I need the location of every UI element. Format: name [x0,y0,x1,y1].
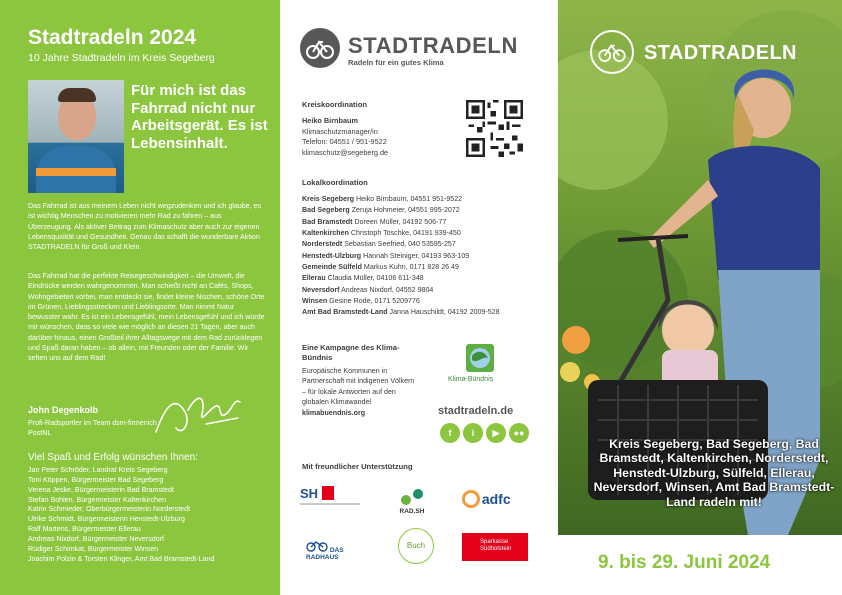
klima-buendnis-label: Klima-Bündnis [448,376,494,383]
contact-place: Bad Bramstedt [302,217,353,226]
facebook-icon[interactable]: f [440,423,460,443]
contact-role: Klimaschutzmanager/in [302,126,378,136]
list-item: Joachim Polzin & Torsten Klinger, Amt Bad Bramstedt-Land [28,554,215,563]
list-item [302,262,500,273]
kreis-contact [302,116,388,158]
list-item [302,307,500,318]
sponsor-sparkasse-logo [462,533,528,561]
signer-role: Profi-Radsportler im Team dsm-firmenich PostNL [28,419,157,437]
klima-buendnis-logo-icon [460,344,500,372]
sponsor-radsh-logo [392,488,432,520]
contact-place: Amt Bad Bramstedt-Land [302,308,388,317]
contact-info: Janna Hauschildt, 04192 2009-528 [389,308,500,317]
left-panel [0,0,280,595]
contact-info: Christoph Toschke, 04191 939-450 [350,229,461,238]
list-item [302,273,500,284]
contact-place: Henstedt-Ulzburg [302,251,362,260]
sponsor-sh-logo [300,486,378,514]
list-item: Toni Köppen, Bürgermeister Bad Segeberg [28,475,164,484]
kampagne-text [302,366,417,418]
kampagne-heading: Eine Kampagne des Klima-Bündnis [302,343,400,362]
paragraph-intro: Das Fahrrad ist aus meinem Leben nicht wegzudenken und ich glaube, es ist wichtig Menschen zu motivieren mehr Rad zu fahren – aus Überzeugung. Als aktiver Beitrag zum Klimaschutz aber auch zur eigenen Lebensqualität und Gesundheit. Genau das schafft die wunderbare Aktion STADTRADELN für Groß und Klein. [28,202,262,252]
contact-info: Zeruja Hohmeier, 04551 995-2072 [351,206,460,215]
signature-graphic [146,384,246,444]
portrait-stripe [36,168,116,176]
campaign-dates: 9. bis 29. Juni 2024 [598,552,771,573]
radsh-label: RAD.SH [399,508,425,515]
adfc-label: adfc [481,491,511,507]
list-item: Rüdiger Schimkat, Bürgermeister Winsen [28,544,159,553]
support-heading: Mit freundlicher Unterstützung [302,462,413,471]
brand-name: STADTRADELN [348,33,518,58]
contact-place: Kaltenkirchen [302,229,349,238]
list-item [302,205,500,216]
portrait-photo [28,80,124,193]
sponsor-sh-text: SH [300,486,319,501]
portrait-hair [58,88,96,102]
klimabuendnis-link[interactable]: klimabuendnis.org [302,408,366,417]
contact-info: Andreas Nixdorf, 04552 9804 [341,285,434,294]
sponsor-radhaus-logo [306,540,376,561]
bicycle-logo-icon [590,30,634,74]
radsh-icon [400,488,424,506]
contact-info: Sebastian Seefried, 040 53595-257 [344,240,456,249]
list-item: Andreas Nixdorf, Bürgermeister Neversdorf [28,534,165,543]
contact-info: Heiko Birnbaum, 04551 951-9522 [356,195,463,203]
middle-panel [280,0,558,595]
contact-info: Claudia Müller, 04106 611-348 [327,274,424,283]
kampagne-description: Europäische Kommunen in Partnerschaft mit indigenen Völkern – für lokale Antworten auf den globalen Klimawandel [302,367,415,407]
brand-name-cover: STADTRADELN [644,42,797,64]
list-item [302,296,500,307]
quote-heading: Für mich ist das Fahrrad nicht nur Arbeitsgerät. Es ist Lebensinhalt. [131,82,268,152]
list-item [302,217,500,228]
flickr-icon[interactable]: ●● [509,423,529,443]
divider [300,503,360,505]
list-item: Ulrike Schmidt, Bürgermeisterin Henstedt-Ulzburg [28,515,185,524]
list-item [302,194,500,205]
list-item: Stefan Bohlen, Bürgermeister Kaltenkirchen [28,495,167,504]
contact-place: Norderstedt [302,240,343,249]
contact-name: Heiko Birnbaum [302,116,358,125]
participating-cities: Kreis Segeberg, Bad Segeberg, Bad Bramstedt, Kaltenkirchen, Norderstedt, Henstedt-Ulzburg, Sülfeld, Ellerau, Neversdorf, Winsen, Amt Bad Bramstedt-Land radeln mit! [593,437,835,509]
kreis-heading: Kreiskoordination [302,100,367,109]
list-item [302,239,500,250]
qr-code-icon[interactable] [466,100,523,157]
list-item [302,228,500,239]
buch-label: Buch [406,541,426,550]
paragraph-main: Das Fahrrad hat die perfekte Reisegeschwindigkeit – die Umwelt, die Eindrücke werden wahrgenommen. Man schießt nicht an Cafés, Shops, Wohngebieten vorbei, man entdeckt sie, findet kleine Nischen, schöne Orte im Grünen, Lieblingsstrecken und Lieblingsorte. Man nimmt Natur bewusster wahr. Es ist ein Lebensgefühl, mein Lebensgefühl und ich würde mir wünschen, dass so viele wie möglich an diesen 21 Tagen, aber auch darüber hinaus, einen Großteil ihrer Alltagswege mit dem Rad zurücklegen und Spaß daran haben – ob allein, mit Freunden oder der Familie. Wir sehen uns auf dem Rad! [28,272,265,363]
social-icons [440,423,529,443]
radhaus-bicycle-icon [306,540,328,552]
adfc-icon [462,490,480,508]
youtube-icon[interactable]: ▶ [486,423,506,443]
lokal-heading: Lokalkoordination [302,178,368,187]
radhaus-label: DAS RADHAUS [306,547,344,561]
campaign-title: Stadtradeln 2024 [28,26,197,49]
brand-claim: Radeln für ein gutes Klima [348,58,444,67]
sponsor-buch-logo [398,528,434,564]
contact-place: Bad Segeberg [302,206,350,215]
wishes-list [28,466,214,564]
instagram-icon[interactable]: i [463,423,483,443]
sponsor-adfc-logo [462,490,528,516]
list-item [302,285,500,296]
list-item: Verena Jeske, Bürgermeisterin Bad Bramstedt [28,485,174,494]
contact-place: Kreis Segeberg [302,195,355,203]
contact-info: Doreen Müller, 04192 506-77 [354,217,447,226]
signer-name: John Degenkolb [28,405,99,415]
contact-place: Ellerau [302,274,326,283]
website-link[interactable]: stadtradeln.de [438,405,514,417]
contact-place: Gemeinde Sülfeld [302,263,362,272]
right-panel [558,0,842,595]
coat-of-arms-icon [322,486,334,500]
wishes-heading: Viel Spaß und Erfolg wünschen Ihnen: [28,452,198,463]
list-item [302,251,500,262]
contact-email-link[interactable]: klimaschutz@segeberg.de [302,147,389,157]
list-item: Ralf Martens, Bürgermeister Ellerau [28,525,141,534]
contact-phone: Telefon: 04551 / 951-9522 [302,137,387,146]
contact-info: Gesine Rode, 0171 5209776 [329,297,420,306]
contact-info: Hannah Steiniger, 04193 963-109 [363,251,470,260]
list-item: Jan Peter Schröder, Landrat Kreis Segeberg [28,466,168,474]
contact-info: Markus Kuhn, 0171 828 26 49 [363,263,459,272]
sparkasse-label: Sparkasse Südholstein [480,539,512,552]
contact-place: Winsen [302,297,328,306]
list-item: Katrin Schmieder, Oberbürgermeisterin Norderstedt [28,505,191,514]
contact-place: Neversdorf [302,285,340,294]
lokal-contacts-list [302,194,500,319]
bicycle-logo-icon [300,28,340,68]
campaign-subtitle: 10 Jahre Stadtradeln im Kreis Segeberg [28,52,215,64]
